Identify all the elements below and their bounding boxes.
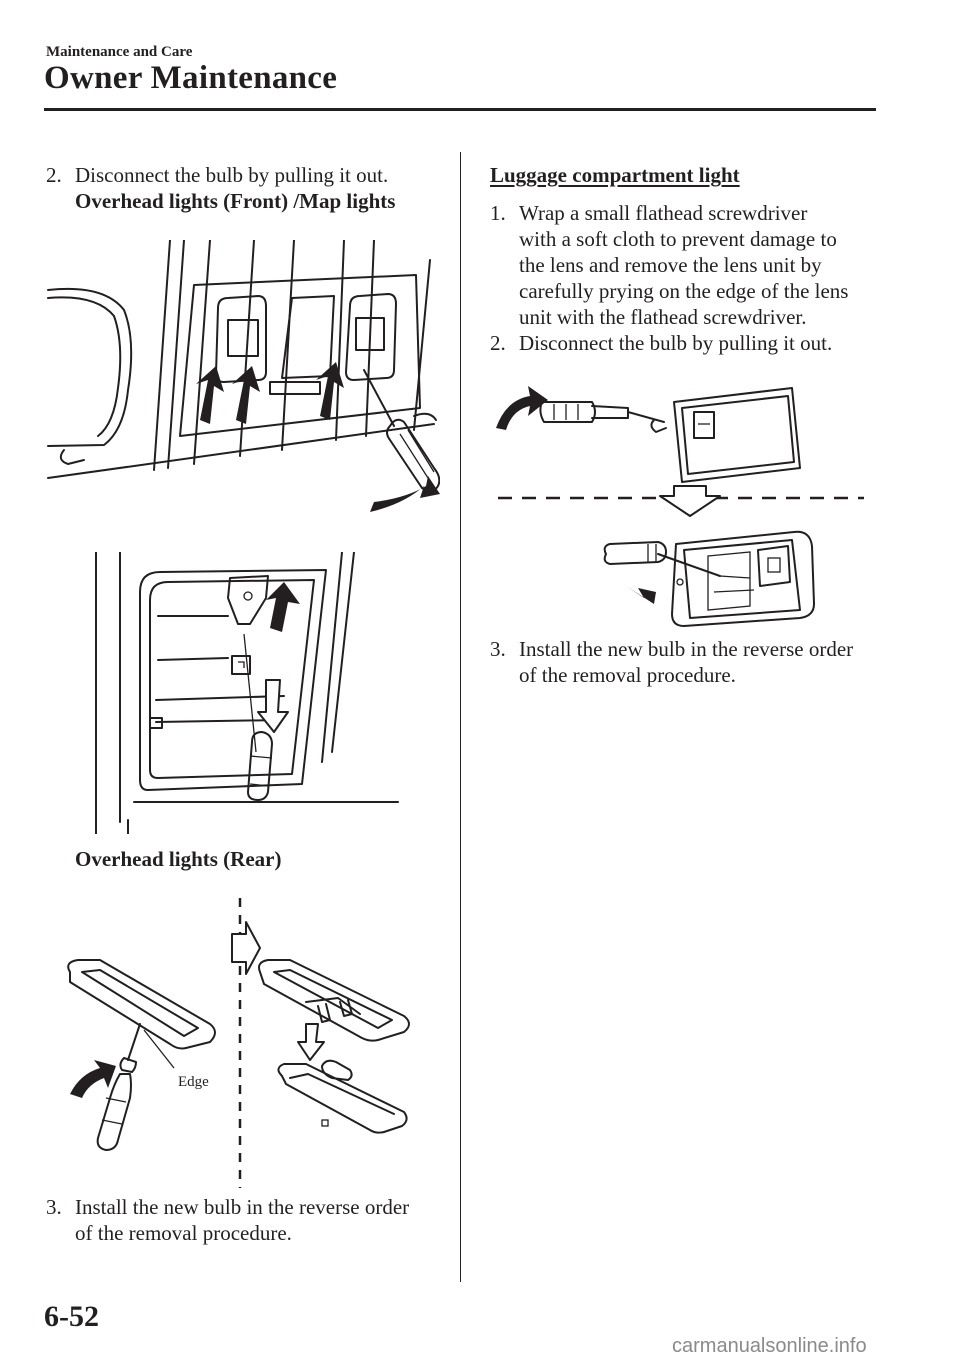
right-step1 [490, 200, 807, 226]
illustration-bulb-front [78, 552, 404, 834]
right-step3 [490, 636, 853, 662]
left-step2-text: Disconnect the bulb by pulling it out. [75, 163, 389, 187]
right-step1-line3: the lens and remove the lens unit by [519, 253, 822, 277]
right-step1-line5: unit with the flathead screwdriver. [519, 305, 807, 329]
right-step1-line4: carefully prying on the edge of the lens [519, 279, 849, 303]
left-step3-line2: of the removal procedure. [75, 1221, 292, 1245]
page-title: Owner Maintenance [44, 60, 338, 96]
illustration-overhead-front [44, 240, 440, 530]
right-step2 [490, 330, 832, 356]
edge-label-art: Edge [178, 1074, 209, 1090]
watermark-link[interactable]: carmanualsonline.info [672, 1335, 867, 1357]
luggage-light-heading: Luggage compartment light [490, 163, 740, 187]
right-step1-line2: with a soft cloth to prevent damage to [519, 227, 837, 251]
right-step3-line1: Install the new bulb in the reverse order [519, 637, 854, 661]
subhead-overhead-rear: Overhead lights (Rear) [75, 847, 282, 871]
illustration-overhead-rear [60, 898, 420, 1190]
illustration-luggage-light [488, 378, 868, 630]
left-step2-number: 2. [46, 163, 62, 187]
left-step3 [46, 1194, 409, 1220]
page-number: 6-52 [44, 1300, 99, 1333]
section-label: Maintenance and Care [46, 44, 193, 60]
column-divider [460, 152, 461, 1282]
subhead-overhead-front: Overhead lights (Front) /Map lights [75, 189, 396, 213]
header-rule [44, 108, 876, 111]
left-step3-line1: Install the new bulb in the reverse order [75, 1195, 410, 1219]
right-step2-text: Disconnect the bulb by pulling it out. [519, 331, 833, 355]
left-step2 [46, 162, 388, 188]
right-step2-number: 2. [490, 331, 506, 355]
right-step1-number: 1. [490, 201, 506, 225]
right-step3-line2: of the removal procedure. [519, 663, 736, 687]
right-step1-line1: Wrap a small flathead screwdriver [519, 201, 808, 225]
right-step3-number: 3. [490, 637, 506, 661]
left-step3-number: 3. [46, 1195, 62, 1219]
